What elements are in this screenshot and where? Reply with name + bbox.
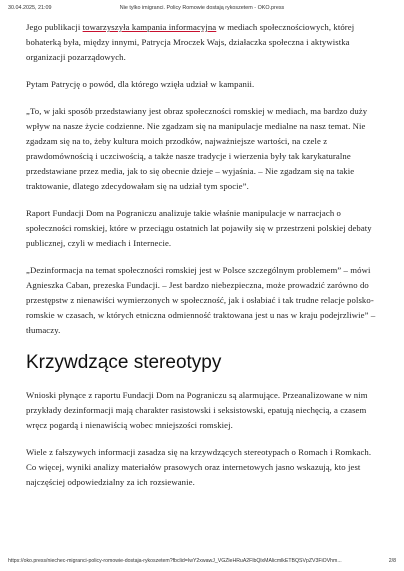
page-number: 2/8 (388, 558, 396, 564)
article-paragraph: Wiele z fałszywych informacji zasadza się na krzywdzących stereotypach o Romach i Romkach. Co więcej, wyniki analizy materiałów prasowych oraz internetowych jasno wskazują, kto jest najczęściej odpowiedzialny za ich rozsiewanie. (26, 447, 372, 487)
print-url: https://oko.press/niechec-migranci-policy-romowie-dostaja-rykoszetem?fbclid=IwY2xwawJ_VGZleHRuA2FlbQlxMAlicmlkETBQSVpZV3FiOVhm... (8, 558, 342, 564)
print-header (8, 5, 396, 15)
paragraph-text-before-link: Jego publikacji (26, 22, 83, 32)
section-heading: Krzywdzące stereotypy (26, 352, 222, 373)
article-body (26, 20, 382, 502)
print-page-title: Nie tylko imigranci. Policy Romowie dostają rykoszetem - OKO.press (119, 5, 285, 11)
print-footer (8, 558, 396, 567)
print-date: 30.04.2025, 21:09 (8, 5, 52, 11)
paragraph-text-after-link: w mediach społecznościowych, której bohaterką była, między innymi, Patrycja Mroczek Wajs, działaczka społeczna i aktywistka organizacji pozarządowych. (26, 22, 355, 62)
article-paragraph: Wnioski płynące z raportu Fundacji Dom na Pograniczu są alarmujące. Przeanalizowane w nim przykłady dezinformacji mają charakter rasistowski i seksistowski, epatują niechęcią, a czasem wręcz pogardą i nienawiścią wobec mniejszości romskiej. (26, 390, 368, 430)
article-paragraph: Raport Fundacji Dom na Pograniczu analizuje takie właśnie manipulacje w narracjach o społeczności romskiej, które w przeciągu ostatnich lat pojawiły się w przestrzeni polskiej debaty publicznej, czyli w mediach i Internecie. (26, 208, 372, 248)
article-paragraph: Pytam Patrycję o powód, dla którego wzięła udział w kampanii. (26, 79, 255, 89)
article-quote-paragraph: „Dezinformacja na temat społeczności romskiej jest w Polsce szczególnym problemem” – mówi Agnieszka Caban, prezeska Fundacji. – Jest bardzo niebezpieczna, może prowadzić zarówno do przestępstw z nienawiści wymierzonych w społeczność, jak i osłabiać i tak trudne relacje polsko-romskie w czasach, w których etniczna odmienność traktowana jest u nas w kraju podejrzliwie” – tłumaczy. (26, 265, 376, 335)
campaign-link[interactable]: towarzyszyła kampania informacyjna (82, 22, 217, 32)
article-paragraph (26, 20, 382, 65)
article-quote-paragraph: „To, w jaki sposób przedstawiany jest obraz społeczności romskiej w mediach, ma bardzo duży wpływ na nasze życie codzienne. Nie zgadzam się na manipulacje medialne na nasz temat. Nie zgadzam się na to, żeby kultura moich przodków, najważniejsze wartości, na czele z prawdomównością i uczciwością, a także nasze tradycje i wierzenia były tak karykaturalne przedstawiane przez media, jak to się obecnie dzieje – wyjaśnia. – Nie zgadzam się na takie traktowanie, dlatego zdecydowałam się na udział tym spocie”. (26, 106, 368, 191)
